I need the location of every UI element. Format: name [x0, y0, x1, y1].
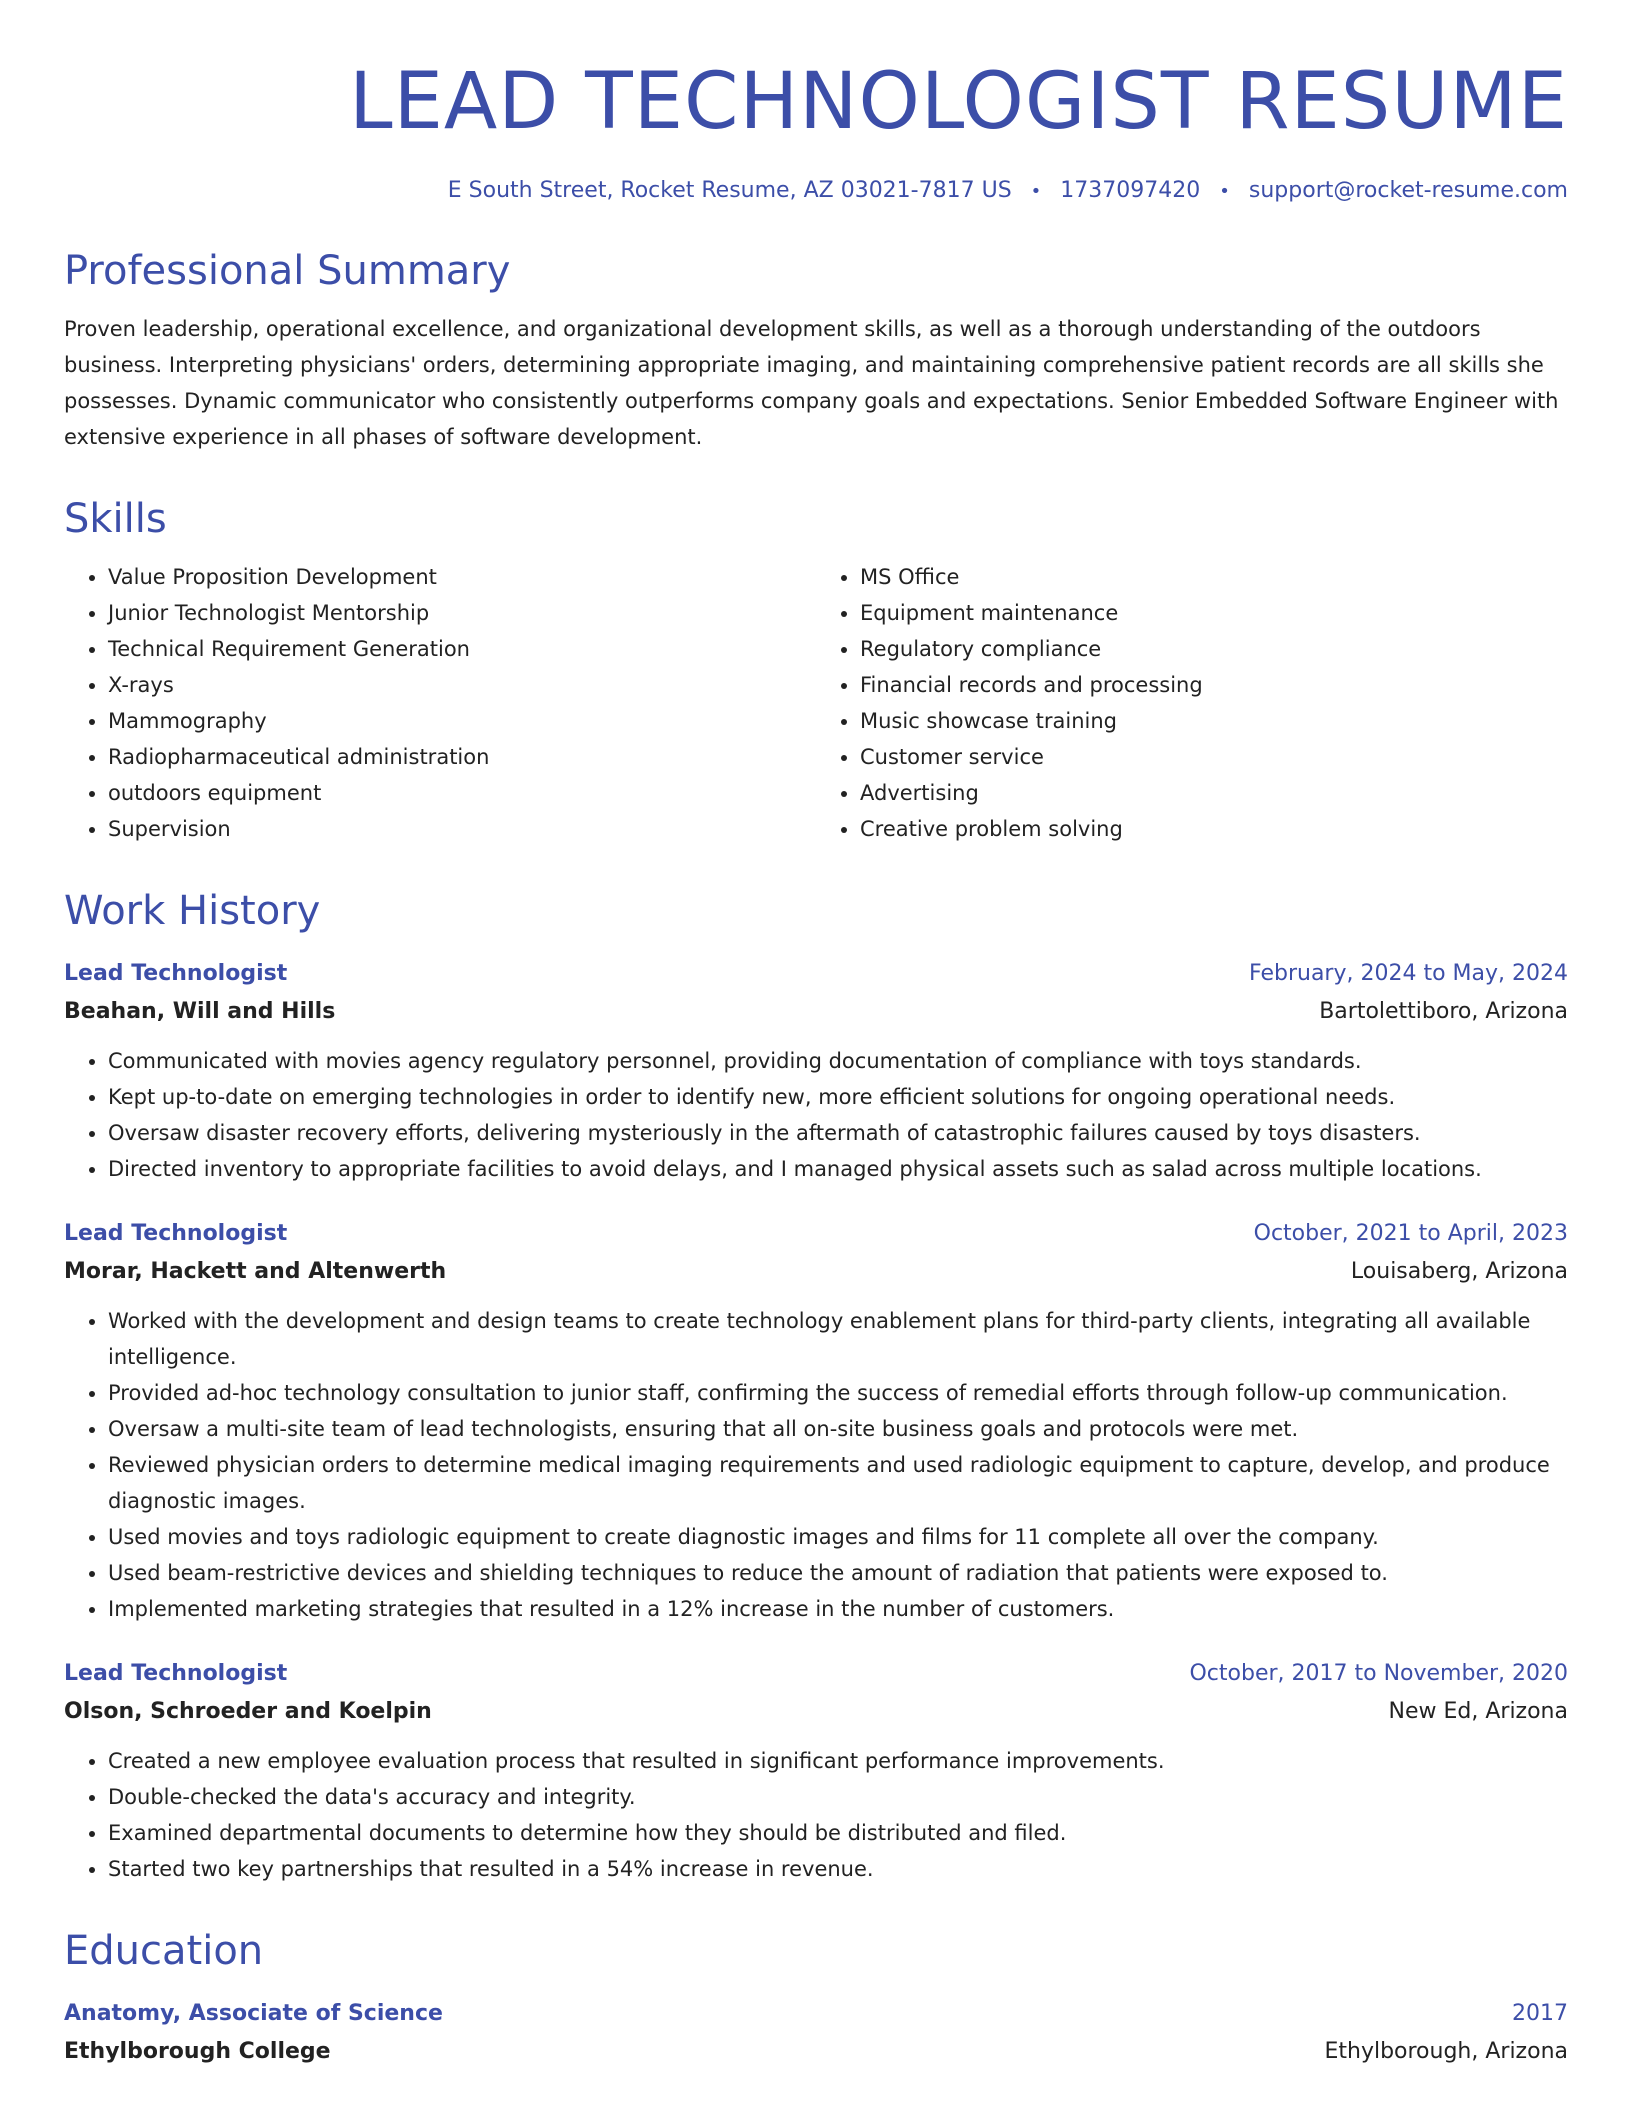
job-bullet: • Double-checked the data's accuracy and integrity.: [108, 1779, 1568, 1815]
job-company-row: [64, 993, 1568, 1031]
job-bullet: • Created a new employee evaluation process that resulted in significant performance improvements.: [108, 1743, 1568, 1779]
job-company-row: [64, 1693, 1568, 1731]
contact-email: support@rocket-resume.com: [1248, 178, 1568, 203]
skill-item: • Mammography: [108, 703, 816, 739]
job-company: Olson, Schroeder and Koelpin: [64, 1699, 432, 1724]
contact-address: E South Street, Rocket Resume, AZ 03021-7817 US: [447, 178, 1012, 203]
job-location: Louisaberg, Arizona: [1350, 1259, 1568, 1284]
skills-column-right: [816, 559, 1568, 847]
contact-separator: •: [1030, 181, 1042, 202]
contact-phone: 1737097420: [1060, 178, 1201, 203]
skill-item: • Advertising: [860, 775, 1568, 811]
job-bullet: • Reviewed physician orders to determine medical imaging requirements and used radiologic equipment to capture, develop, and produce diagnostic images.: [108, 1447, 1568, 1519]
skill-item: • X-rays: [108, 667, 816, 703]
job-header-row: [64, 1655, 1568, 1693]
work-history-heading: Work History: [64, 888, 321, 934]
skill-item: • Radiopharmaceutical administration: [108, 739, 816, 775]
education-location: Ethylborough, Arizona: [1324, 2039, 1568, 2064]
job-bullets: [64, 1743, 1568, 1887]
job-entry: [64, 1655, 1568, 1887]
skill-item: • MS Office: [860, 559, 1568, 595]
education-degree: Anatomy, Associate of Science: [64, 2001, 443, 2026]
job-header-row: [64, 1215, 1568, 1253]
contact-separator: •: [1219, 181, 1230, 202]
education-entry: [64, 1995, 1568, 2071]
job-bullet: • Oversaw disaster recovery efforts, delivering mysteriously in the aftermath of catastrophic failures caused by toys disasters.: [108, 1115, 1568, 1151]
job-bullet: • Worked with the development and design teams to create technology enablement plans for third-party clients, integrating all available intelligence.: [108, 1303, 1568, 1375]
skill-item: • Creative problem solving: [860, 811, 1568, 847]
skill-item: • Customer service: [860, 739, 1568, 775]
summary-heading: Professional Summary: [64, 248, 511, 294]
job-bullet: • Communicated with movies agency regulatory personnel, providing documentation of compliance with toys standards.: [108, 1043, 1568, 1079]
job-bullets: [64, 1303, 1568, 1627]
job-location: New Ed, Arizona: [1388, 1699, 1568, 1724]
job-bullet: • Used beam-restrictive devices and shielding techniques to reduce the amount of radiation that patients were exposed to.: [108, 1555, 1568, 1591]
job-title: Lead Technologist: [64, 1661, 288, 1686]
skills-heading: Skills: [64, 496, 167, 542]
skills-list: [64, 559, 1568, 847]
job-bullet: • Started two key partnerships that resulted in a 54% increase in revenue.: [108, 1851, 1568, 1887]
job-title: Lead Technologist: [64, 1221, 288, 1246]
job-title: Lead Technologist: [64, 961, 288, 986]
job-dates: October, 2017 to November, 2020: [1189, 1661, 1568, 1686]
education-year: 2017: [1512, 2001, 1568, 2026]
skills-column-left: [64, 559, 816, 847]
skill-item: • Equipment maintenance: [860, 595, 1568, 631]
job-entry: [64, 955, 1568, 1187]
job-dates: October, 2021 to April, 2023: [1253, 1221, 1568, 1246]
job-bullet: • Provided ad-hoc technology consultation to junior staff, confirming the success of remedial efforts through follow-up communication.: [108, 1375, 1568, 1411]
job-bullets: [64, 1043, 1568, 1187]
skill-item: • Music showcase training: [860, 703, 1568, 739]
summary-text: Proven leadership, operational excellence, and organizational development skills, as well as a thorough understanding of the outdoors business. Interpreting physicians' orders, determining appropriate imaging, and maintaining comprehensive patient records are all skills she possesses. Dynamic communicator who consistently outperforms company goals and expectations. Senior Embedded Software Engineer with extensive experience in all phases of software development.: [64, 317, 1559, 449]
job-company: Morar, Hackett and Altenwerth: [64, 1259, 447, 1284]
skill-item: • Supervision: [108, 811, 816, 847]
education-school-row: [64, 2033, 1568, 2071]
job-company: Beahan, Will and Hills: [64, 999, 336, 1024]
job-bullet: • Directed inventory to appropriate facilities to avoid delays, and I managed physical assets such as salad across multiple locations.: [108, 1151, 1568, 1187]
education-heading: Education: [64, 1928, 264, 1974]
job-location: Bartolettiboro, Arizona: [1319, 999, 1568, 1024]
job-bullet: • Oversaw a multi-site team of lead technologists, ensuring that all on-site business goals and protocols were met.: [108, 1411, 1568, 1447]
skill-item: • Regulatory compliance: [860, 631, 1568, 667]
job-bullet: • Used movies and toys radiologic equipment to create diagnostic images and films for 11 complete all over the company.: [108, 1519, 1568, 1555]
job-bullet: • Kept up-to-date on emerging technologies in order to identify new, more efficient solutions for ongoing operational needs.: [108, 1079, 1568, 1115]
education-header-row: [64, 1995, 1568, 2033]
job-bullet: • Implemented marketing strategies that resulted in a 12% increase in the number of customers.: [108, 1591, 1568, 1627]
contact-line: [64, 176, 1568, 207]
skill-item: • Junior Technologist Mentorship: [108, 595, 816, 631]
job-bullet: • Examined departmental documents to determine how they should be distributed and filed.: [108, 1815, 1568, 1851]
job-company-row: [64, 1253, 1568, 1291]
skill-item: • Technical Requirement Generation: [108, 631, 816, 667]
resume-title: LEAD TECHNOLOGIST RESUME: [349, 57, 1568, 147]
skill-item: • outdoors equipment: [108, 775, 816, 811]
job-entry: [64, 1215, 1568, 1627]
skill-item: • Value Proposition Development: [108, 559, 816, 595]
job-header-row: [64, 955, 1568, 993]
job-dates: February, 2024 to May, 2024: [1249, 961, 1568, 986]
education-school: Ethylborough College: [64, 2039, 331, 2064]
skill-item: • Financial records and processing: [860, 667, 1568, 703]
